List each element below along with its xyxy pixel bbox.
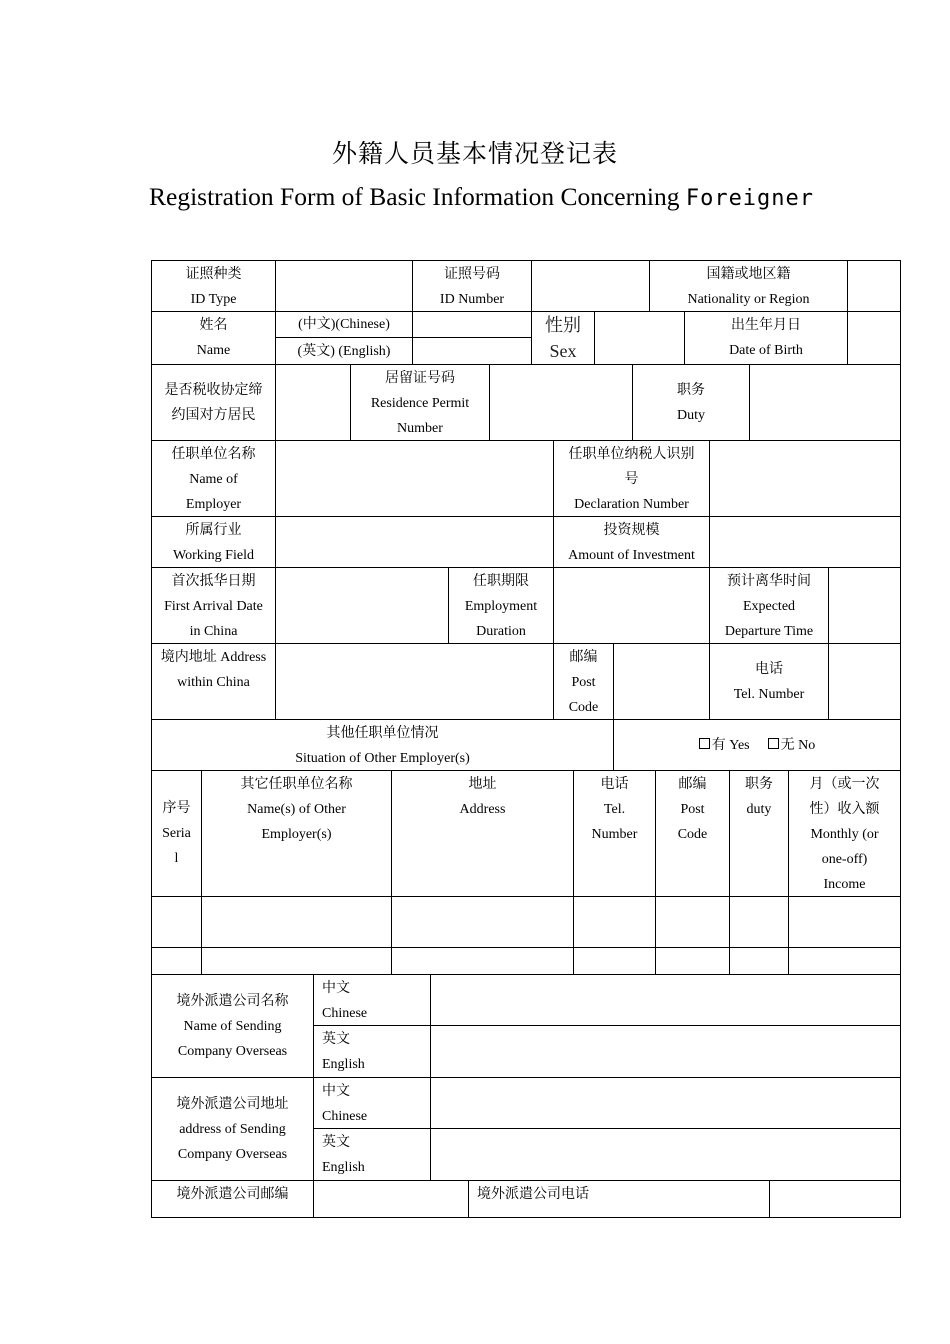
sending-post-code-label: 境外派遣公司邮编: [152, 1181, 314, 1217]
sending-name-chinese-value[interactable]: [431, 975, 900, 1025]
sending-address-chinese-value[interactable]: [431, 1078, 900, 1128]
row-working-field: [151, 517, 901, 568]
working-field-label: 所属行业 Working Field: [152, 517, 276, 567]
nationality-value[interactable]: [848, 261, 900, 311]
sending-name-chinese-label: 中文 Chinese: [314, 975, 431, 1025]
post-code-label: 邮编 Post Code: [554, 644, 614, 719]
name-chinese-value[interactable]: [413, 312, 531, 337]
serial-cell[interactable]: [152, 897, 202, 947]
row-treaty: [151, 365, 901, 441]
id-number-value[interactable]: [532, 261, 650, 311]
serial-cell[interactable]: [152, 948, 202, 974]
other-income-cell[interactable]: [789, 897, 900, 947]
row-dates: [151, 568, 901, 644]
serial-header: 序号 Seria l: [152, 771, 202, 896]
other-post-header: 邮编 Post Code: [656, 771, 730, 896]
sending-tel-label: 境外派遣公司电话: [469, 1181, 770, 1217]
other-tel-cell[interactable]: [574, 948, 656, 974]
sending-name-english-label: 英文 English: [314, 1026, 431, 1077]
row-sending-company-address: [151, 1078, 901, 1181]
row-name: [151, 312, 901, 365]
duty-value[interactable]: [750, 365, 900, 440]
residence-permit-label: 居留证号码 Residence Permit Number: [351, 365, 490, 440]
other-employer-name-cell[interactable]: [202, 897, 392, 947]
sending-address-chinese-label: 中文 Chinese: [314, 1078, 431, 1128]
form-title-english-serif: Registration Form of Basic Information Concerning: [149, 182, 686, 211]
sending-post-code-value[interactable]: [314, 1181, 469, 1217]
other-post-cell[interactable]: [656, 897, 730, 947]
dob-value[interactable]: [848, 312, 900, 364]
investment-value[interactable]: [710, 517, 900, 567]
yes-no-choice: [614, 720, 900, 770]
employer-label: 任职单位名称 Name of Employer: [152, 441, 276, 516]
sending-address-english-label: 英文 English: [314, 1129, 431, 1180]
other-employer-name-cell[interactable]: [202, 948, 392, 974]
name-chinese-label: (中文)(Chinese): [276, 312, 413, 337]
yes-checkbox[interactable]: 有 Yes: [699, 733, 750, 758]
other-income-cell[interactable]: [789, 948, 900, 974]
first-arrival-value[interactable]: [276, 568, 449, 643]
other-duty-cell[interactable]: [730, 897, 789, 947]
row-sending-company-contact: [151, 1181, 901, 1218]
dob-label: 出生年月日 Date of Birth: [685, 312, 848, 364]
first-arrival-label: 首次抵华日期 First Arrival Date in China: [152, 568, 276, 643]
form-title-english-mono: Foreigner: [685, 186, 815, 211]
table-row: [151, 948, 901, 975]
other-income-header: 月（或一次 性）收入额 Monthly (or one-off) Income: [809, 777, 880, 892]
other-employers-header: [151, 771, 901, 897]
sending-address-english-value[interactable]: [431, 1129, 900, 1180]
declaration-number-value[interactable]: [710, 441, 900, 516]
other-duty-header: 职务 duty: [730, 771, 789, 896]
other-employers-label: 其他任职单位情况 Situation of Other Employer(s): [152, 720, 614, 770]
name-label: 姓名 Name: [152, 312, 276, 364]
treaty-resident-value[interactable]: [276, 365, 351, 440]
treaty-resident-label: 是否税收协定缔 约国对方居民: [152, 365, 276, 440]
residence-permit-value[interactable]: [490, 365, 633, 440]
row-other-employers: [151, 720, 901, 771]
expected-departure-label: 预计离华时间 Expected Departure Time: [710, 568, 829, 643]
sending-company-name-fields: [314, 975, 900, 1077]
other-employer-name-header: 其它任职单位名称 Name(s) of Other Employer(s): [202, 771, 392, 896]
name-fields: [276, 312, 532, 364]
checkbox-icon: [768, 738, 779, 749]
other-address-cell[interactable]: [392, 897, 574, 947]
sending-name-english-value[interactable]: [431, 1026, 900, 1077]
china-address-value[interactable]: [276, 644, 554, 719]
row-address: [151, 644, 901, 720]
declaration-number-label: 任职单位纳税人识别 号 Declaration Number: [554, 441, 710, 516]
form-title-chinese: 外籍人员基本情况登记表: [331, 141, 618, 168]
sending-company-name-label: 境外派遣公司名称 Name of Sending Company Overseas: [152, 975, 314, 1077]
employer-value[interactable]: [276, 441, 554, 516]
other-address-header: 地址 Address: [392, 771, 574, 896]
no-checkbox[interactable]: 无 No: [768, 733, 816, 758]
sending-tel-value[interactable]: [770, 1181, 900, 1217]
id-number-label: 证照号码 ID Number: [413, 261, 532, 311]
china-address-label: 境内地址 Address within China: [152, 644, 276, 719]
sending-company-address-label: 境外派遣公司地址 address of Sending Company Overseas: [152, 1078, 314, 1180]
tel-number-label: 电话 Tel. Number: [710, 644, 829, 719]
other-duty-cell[interactable]: [730, 948, 789, 974]
id-type-value[interactable]: [276, 261, 413, 311]
row-employer: [151, 441, 901, 517]
row-id: [151, 260, 901, 312]
name-english-label: (英文) (English): [276, 338, 413, 364]
id-type-label: 证照种类 ID Type: [152, 261, 276, 311]
other-tel-cell[interactable]: [574, 897, 656, 947]
table-row: [151, 897, 901, 948]
duty-label: 职务 Duty: [633, 365, 750, 440]
sex-value[interactable]: [595, 312, 685, 364]
registration-form-table: [151, 260, 901, 1218]
other-tel-header: 电话 Tel. Number: [574, 771, 656, 896]
investment-label: 投资规模 Amount of Investment: [554, 517, 710, 567]
sending-company-address-fields: [314, 1078, 900, 1180]
working-field-value[interactable]: [276, 517, 554, 567]
nationality-label: 国籍或地区籍 Nationality or Region: [650, 261, 848, 311]
employment-duration-value[interactable]: [554, 568, 710, 643]
other-address-cell[interactable]: [392, 948, 574, 974]
tel-number-value[interactable]: [829, 644, 900, 719]
expected-departure-value[interactable]: [829, 568, 900, 643]
employment-duration-label: 任职期限 Employment Duration: [449, 568, 554, 643]
other-post-cell[interactable]: [656, 948, 730, 974]
row-sending-company-name: [151, 975, 901, 1078]
post-code-value[interactable]: [614, 644, 710, 719]
sex-label: 性别 Sex: [532, 312, 595, 364]
checkbox-icon: [699, 738, 710, 749]
form-title-english: [149, 182, 814, 212]
name-english-value[interactable]: [413, 338, 531, 364]
